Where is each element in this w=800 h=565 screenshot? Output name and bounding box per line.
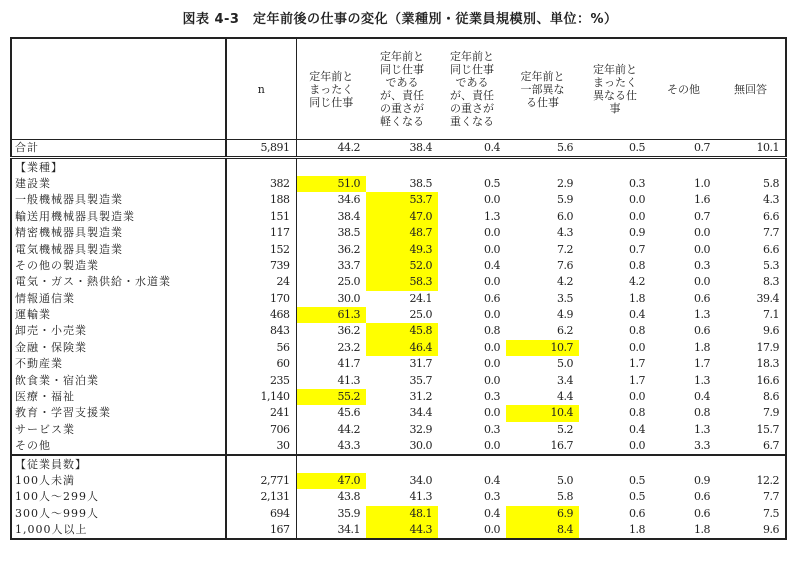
- row-label: 情報通信業: [11, 291, 226, 307]
- n-cell: 468: [226, 307, 296, 323]
- value-cell: 4.3: [557, 226, 573, 240]
- highlighted-value-cell: 8.4: [506, 522, 579, 539]
- value-cell: 0.8: [694, 406, 710, 420]
- value-cell: 6.7: [763, 439, 779, 453]
- value-cell: 0.0: [629, 439, 645, 453]
- value-cell: 1.8: [629, 291, 645, 305]
- value-cell: 9.6: [763, 324, 779, 338]
- value-cell: 12.2: [756, 474, 779, 487]
- value-cell: 0.3: [484, 490, 500, 504]
- value-cell: 6.6: [763, 242, 779, 256]
- table-row: [11, 241, 786, 257]
- highlighted-value-cell: 47.0: [366, 209, 438, 225]
- value-cell: 1.6: [694, 193, 710, 207]
- value-cell: 5.0: [557, 474, 573, 487]
- value-cell: 1.7: [629, 357, 645, 371]
- n-cell: 382: [226, 176, 296, 192]
- value-cell: 0.4: [484, 258, 500, 272]
- value-cell: 0.6: [694, 506, 710, 520]
- value-cell: 4.9: [557, 308, 573, 322]
- value-cell: 17.9: [756, 340, 779, 354]
- row-label: 医療・福祉: [11, 389, 226, 405]
- value-cell: 0.0: [484, 242, 500, 256]
- value-cell: 34.6: [337, 193, 360, 207]
- value-cell: 7.2: [557, 242, 573, 256]
- value-cell: 0.6: [694, 291, 710, 305]
- value-cell: 43.3: [337, 439, 360, 453]
- value-cell: 0.5: [484, 176, 500, 190]
- row-label: 【従業員数】: [11, 455, 226, 472]
- value-cell: 1.0: [694, 176, 710, 190]
- table-row: [11, 422, 786, 438]
- value-cell: [716, 158, 786, 176]
- table-row: [11, 209, 786, 225]
- value-cell: 44.2: [337, 422, 360, 436]
- value-cell: 0.5: [629, 490, 645, 504]
- row-label: 100人未満: [11, 473, 226, 489]
- value-cell: 0.4: [694, 390, 710, 404]
- highlighted-value-cell: 10.7: [506, 340, 579, 356]
- value-cell: 0.8: [629, 406, 645, 420]
- n-cell: [226, 455, 296, 472]
- column-header: その他: [651, 38, 716, 140]
- value-cell: 5.0: [557, 357, 573, 371]
- value-cell: 41.3: [337, 373, 360, 387]
- highlighted-value-cell: 46.4: [366, 340, 438, 356]
- value-cell: 0.0: [694, 275, 710, 289]
- value-cell: 0.6: [629, 506, 645, 520]
- value-cell: 0.0: [629, 193, 645, 207]
- value-cell: 4.4: [557, 390, 573, 404]
- value-cell: [506, 455, 579, 472]
- n-cell: 24: [226, 274, 296, 290]
- table-row: [11, 506, 786, 522]
- value-cell: 38.4: [366, 140, 438, 158]
- column-header: 定年前と まったく 同じ仕事: [296, 38, 366, 140]
- value-cell: [579, 158, 651, 176]
- table-title: 図表 4-3 定年前後の仕事の変化（業種別・従業員規模別、単位：%）: [182, 12, 618, 27]
- column-header: 定年前と まったく 異なる仕 事: [579, 38, 651, 140]
- value-cell: 5.8: [557, 490, 573, 504]
- value-cell: 38.5: [409, 176, 432, 190]
- n-cell: 5,891: [226, 140, 296, 158]
- value-cell: 0.0: [484, 226, 500, 240]
- highlighted-value-cell: 48.1: [366, 506, 438, 522]
- n-cell: 167: [226, 522, 296, 539]
- value-cell: 3.5: [557, 291, 573, 305]
- row-label: 精密機械器具製造業: [11, 225, 226, 241]
- value-cell: 6.2: [557, 324, 573, 338]
- section-header-row: [11, 455, 786, 472]
- value-cell: 34.0: [409, 474, 432, 487]
- highlighted-value-cell: 10.4: [506, 405, 579, 421]
- value-cell: 8.3: [763, 275, 779, 289]
- value-cell: 1.8: [694, 523, 710, 537]
- highlighted-value-cell: 47.0: [296, 473, 366, 489]
- table-row: [11, 340, 786, 356]
- value-cell: [506, 158, 579, 176]
- value-cell: 7.7: [763, 490, 779, 504]
- value-cell: 43.8: [337, 490, 360, 504]
- n-cell: 706: [226, 422, 296, 438]
- row-label: 卸売・小売業: [11, 323, 226, 339]
- value-cell: [296, 158, 366, 176]
- row-label: 【業種】: [11, 158, 226, 176]
- value-cell: 1.3: [694, 373, 710, 387]
- column-header: 定年前と 同じ仕事 である が、責任 の重さが 軽くなる: [366, 38, 438, 140]
- value-cell: 1.3: [694, 422, 710, 436]
- value-cell: 1.3: [694, 308, 710, 322]
- section-header-row: [11, 158, 786, 176]
- n-cell: 843: [226, 323, 296, 339]
- value-cell: [651, 158, 716, 176]
- table-row: [11, 438, 786, 455]
- value-cell: 0.4: [438, 140, 506, 158]
- n-cell: 152: [226, 241, 296, 257]
- row-label: 電気・ガス・熱供給・水道業: [11, 274, 226, 290]
- value-cell: 33.7: [337, 258, 360, 272]
- value-cell: 0.7: [629, 242, 645, 256]
- value-cell: 6.6: [763, 209, 779, 223]
- table-row: [11, 323, 786, 339]
- table-row: [11, 274, 786, 290]
- value-cell: 24.1: [409, 291, 432, 305]
- n-cell: 694: [226, 506, 296, 522]
- n-cell: 151: [226, 209, 296, 225]
- value-cell: 0.4: [629, 422, 645, 436]
- value-cell: 0.0: [629, 209, 645, 223]
- row-label: サービス業: [11, 422, 226, 438]
- highlighted-value-cell: 49.3: [366, 241, 438, 257]
- highlighted-value-cell: 53.7: [366, 192, 438, 208]
- value-cell: 34.4: [409, 406, 432, 420]
- value-cell: 0.6: [484, 291, 500, 305]
- table-row: [11, 192, 786, 208]
- n-cell: 56: [226, 340, 296, 356]
- value-cell: 35.9: [337, 506, 360, 520]
- table-row: [11, 389, 786, 405]
- n-cell: 241: [226, 405, 296, 421]
- value-cell: 0.5: [579, 140, 651, 158]
- value-cell: 0.0: [484, 357, 500, 371]
- n-cell: 30: [226, 438, 296, 455]
- value-cell: [438, 455, 506, 472]
- value-cell: 0.0: [484, 523, 500, 537]
- row-label: その他の製造業: [11, 258, 226, 274]
- value-cell: 16.6: [756, 373, 779, 387]
- value-cell: 0.0: [484, 193, 500, 207]
- row-label: 教育・学習支援業: [11, 405, 226, 421]
- value-cell: 7.6: [557, 258, 573, 272]
- n-cell: 2,771: [226, 473, 296, 489]
- value-cell: 15.7: [756, 422, 779, 436]
- value-cell: 7.7: [763, 226, 779, 240]
- row-label: 一般機械器具製造業: [11, 192, 226, 208]
- highlighted-value-cell: 6.9: [506, 506, 579, 522]
- value-cell: 41.7: [337, 357, 360, 371]
- value-cell: 5.9: [557, 193, 573, 207]
- row-label: 運輸業: [11, 307, 226, 323]
- value-cell: 31.2: [409, 390, 432, 404]
- highlighted-value-cell: 45.8: [366, 323, 438, 339]
- value-cell: [651, 455, 716, 472]
- n-cell: 739: [226, 258, 296, 274]
- table-row: [11, 405, 786, 421]
- value-cell: 0.8: [629, 324, 645, 338]
- value-cell: 30.0: [337, 291, 360, 305]
- value-cell: 5.8: [763, 176, 779, 190]
- value-cell: 0.6: [694, 490, 710, 504]
- table-row: [11, 225, 786, 241]
- value-cell: 38.4: [337, 209, 360, 223]
- value-cell: [366, 455, 438, 472]
- value-cell: 8.6: [763, 390, 779, 404]
- value-cell: 16.7: [550, 439, 573, 453]
- value-cell: 0.0: [484, 340, 500, 354]
- value-cell: 41.3: [409, 490, 432, 504]
- value-cell: 7.1: [763, 308, 779, 322]
- column-header: 定年前と 一部異な る仕事: [506, 38, 579, 140]
- value-cell: 0.9: [629, 226, 645, 240]
- value-cell: 3.4: [557, 373, 573, 387]
- value-cell: 45.6: [337, 406, 360, 420]
- value-cell: 3.3: [694, 439, 710, 453]
- column-header: n: [226, 38, 296, 140]
- value-cell: 0.0: [484, 439, 500, 453]
- value-cell: 0.0: [629, 390, 645, 404]
- value-cell: 0.0: [694, 242, 710, 256]
- n-cell: 170: [226, 291, 296, 307]
- n-cell: 235: [226, 372, 296, 388]
- row-label: その他: [11, 438, 226, 455]
- value-cell: 0.7: [694, 209, 710, 223]
- job-change-table: [10, 37, 787, 540]
- n-cell: 60: [226, 356, 296, 372]
- value-cell: 0.7: [651, 140, 716, 158]
- value-cell: 5.6: [506, 140, 579, 158]
- n-cell: [226, 158, 296, 176]
- table-row: [11, 291, 786, 307]
- n-cell: 1,140: [226, 389, 296, 405]
- column-header: 定年前と 同じ仕事 である が、責任 の重さが 重くなる: [438, 38, 506, 140]
- value-cell: 0.3: [694, 258, 710, 272]
- highlighted-value-cell: 61.3: [296, 307, 366, 323]
- table-row: [11, 258, 786, 274]
- n-cell: 117: [226, 225, 296, 241]
- value-cell: 39.4: [756, 291, 779, 305]
- row-label: 建設業: [11, 176, 226, 192]
- value-cell: [438, 158, 506, 176]
- value-cell: [366, 158, 438, 176]
- value-cell: 30.0: [409, 439, 432, 453]
- value-cell: 0.0: [484, 308, 500, 322]
- value-cell: 0.8: [629, 258, 645, 272]
- table-row: [11, 176, 786, 192]
- row-label: 輸送用機械器具製造業: [11, 209, 226, 225]
- value-cell: 5.3: [763, 258, 779, 272]
- value-cell: 10.1: [716, 140, 786, 158]
- row-label: 不動産業: [11, 356, 226, 372]
- value-cell: 9.6: [763, 523, 779, 537]
- highlighted-value-cell: 52.0: [366, 258, 438, 274]
- value-cell: [296, 455, 366, 472]
- column-header: [11, 38, 226, 140]
- value-cell: 0.8: [484, 324, 500, 338]
- value-cell: 1.7: [694, 357, 710, 371]
- value-cell: 0.3: [629, 176, 645, 190]
- value-cell: 0.4: [484, 506, 500, 520]
- value-cell: 0.5: [629, 474, 645, 487]
- highlighted-value-cell: 48.7: [366, 225, 438, 241]
- value-cell: 36.2: [337, 324, 360, 338]
- row-label: 金融・保険業: [11, 340, 226, 356]
- value-cell: 4.2: [557, 275, 573, 289]
- total-row: [11, 140, 786, 158]
- value-cell: 6.0: [557, 209, 573, 223]
- value-cell: 0.3: [484, 422, 500, 436]
- highlighted-value-cell: 58.3: [366, 274, 438, 290]
- value-cell: 4.2: [629, 275, 645, 289]
- value-cell: 1.7: [629, 373, 645, 387]
- n-cell: 2,131: [226, 489, 296, 505]
- row-label: 1,000人以上: [11, 522, 226, 539]
- value-cell: 5.2: [557, 422, 573, 436]
- row-label: 電気機械器具製造業: [11, 241, 226, 257]
- value-cell: 32.9: [409, 422, 432, 436]
- n-cell: 188: [226, 192, 296, 208]
- value-cell: [579, 455, 651, 472]
- value-cell: 34.1: [337, 523, 360, 537]
- table-row: [11, 522, 786, 539]
- value-cell: 0.9: [694, 474, 710, 487]
- value-cell: 0.6: [694, 324, 710, 338]
- value-cell: 4.3: [763, 193, 779, 207]
- value-cell: 23.2: [337, 340, 360, 354]
- table-row: [11, 489, 786, 505]
- header-row: [11, 38, 786, 140]
- value-cell: 38.5: [337, 226, 360, 240]
- highlighted-value-cell: 51.0: [296, 176, 366, 192]
- value-cell: 0.4: [484, 474, 500, 487]
- value-cell: 36.2: [337, 242, 360, 256]
- value-cell: 7.5: [763, 506, 779, 520]
- value-cell: 35.7: [409, 373, 432, 387]
- highlighted-value-cell: 55.2: [296, 389, 366, 405]
- value-cell: 0.3: [484, 390, 500, 404]
- value-cell: 18.3: [756, 357, 779, 371]
- row-label: 合計: [11, 140, 226, 158]
- row-label: 飲食業・宿泊業: [11, 372, 226, 388]
- highlighted-value-cell: 44.3: [366, 522, 438, 539]
- value-cell: 25.0: [337, 275, 360, 289]
- table-row: [11, 356, 786, 372]
- column-header: 無回答: [716, 38, 786, 140]
- value-cell: 25.0: [409, 308, 432, 322]
- value-cell: [716, 455, 786, 472]
- value-cell: 0.0: [484, 406, 500, 420]
- value-cell: 0.4: [629, 308, 645, 322]
- value-cell: 0.0: [629, 340, 645, 354]
- row-label: 300人～999人: [11, 506, 226, 522]
- row-label: 100人～299人: [11, 489, 226, 505]
- value-cell: 0.0: [484, 275, 500, 289]
- value-cell: 1.8: [694, 340, 710, 354]
- value-cell: 31.7: [409, 357, 432, 371]
- value-cell: 0.0: [694, 226, 710, 240]
- value-cell: 7.9: [763, 406, 779, 420]
- table-row: [11, 372, 786, 388]
- table-row: [11, 307, 786, 323]
- value-cell: 44.2: [296, 140, 366, 158]
- value-cell: 2.9: [557, 176, 573, 190]
- value-cell: 0.0: [484, 373, 500, 387]
- table-row: [11, 473, 786, 489]
- value-cell: 1.8: [629, 523, 645, 537]
- value-cell: 1.3: [484, 209, 500, 223]
